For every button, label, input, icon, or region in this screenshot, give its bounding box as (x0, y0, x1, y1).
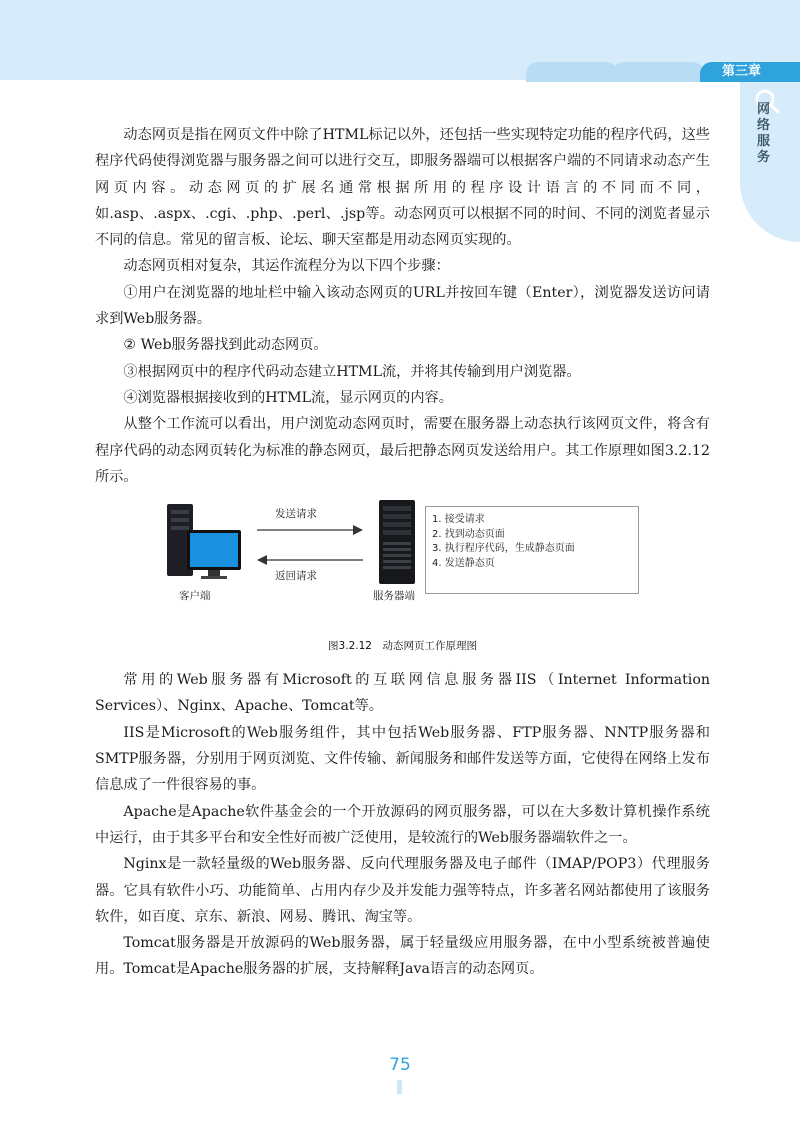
process-steps (432, 513, 575, 571)
paragraph-step-4: ④浏览器根据接收到的HTML流，显示网页的内容。 (123, 389, 453, 406)
page-content (95, 122, 710, 983)
paragraph-dynamic-intro: 动态网页是指在网页文件中除了HTML标记以外，还包括一些实现特定功能的程序代码，这些程序代码使得浏览器与服务器之间可以进行交互，即服务器端可以根据客户端的不同请求动态产生网页内容。动态网页的扩展名通常根据所用的程序设计语言的不同而不同，如.asp、.aspx、.cgi、.php、.perl、.jsp等。动态网页可以根据不同的时间、不同的浏览者显示不同的信息。常见的留言板、论坛、聊天室都是用动态网页实现的。 (95, 127, 710, 249)
server-icon (377, 498, 417, 588)
paragraph-iis: IIS是Microsoft的Web服务组件，其中包括Web服务器、FTP服务器、NNTP服务器和SMTP服务器，分别用于网页浏览、文件传输、新闻服务和邮件发送等方面，它使得在网络上发布信息成了一件很容易的事。 (95, 724, 710, 794)
paragraph-nginx: Nginx是一款轻量级的Web服务器、反向代理服务器及电子邮件（IMAP/POP3）代理服务器。它具有软件小巧、功能简单、占用内存少及并发能力强等特点，许多著名网站都使用了该服务软件，如百度、京东、新浪、网易、腾讯、淘宝等。 (95, 856, 710, 925)
process-step: 1. 接受请求 (432, 514, 485, 526)
client-computer-icon (165, 500, 245, 584)
section-side-tab (740, 82, 800, 242)
paragraph-step-2: ② Web服务器找到此动态网页。 (123, 337, 328, 354)
paragraph-step-1: ①用户在浏览器的地址栏中输入该动态网页的URL并按回车键（Enter），浏览器发送访问请求到Web服务器。 (95, 284, 710, 328)
process-step: 3. 执行程序代码，生成静态页面 (432, 543, 575, 555)
process-step: 4. 发送静态页 (432, 557, 495, 569)
chapter-tab-decor-1 (526, 62, 618, 82)
paragraph-tomcat: Tomcat服务器是开放源码的Web服务器，属于轻量级应用服务器，在中小型系统被普遍使用。Tomcat是Apache服务器的扩展，支持解释Java语言的动态网页。 (95, 935, 710, 978)
return-request-label: 返回请求 (275, 570, 317, 583)
paragraph-apache: Apache是Apache软件基金会的一个开放源码的网页服务器，可以在大多数计算机操作系统中运行，由于其多平台和安全性好而被广泛使用，是较流行的Web服务器端软件之一。 (95, 803, 710, 846)
page-number: 75 (389, 1055, 411, 1075)
paragraph-web-servers: 常用的Web服务器有Microsoft的互联网信息服务器IIS（Internet Information Services）、Nginx、Apache、Tomcat等。 (95, 672, 710, 715)
response-arrow-icon (255, 554, 365, 566)
chapter-tab: 第三章 (700, 62, 800, 82)
chapter-tab-strip (0, 62, 800, 82)
chapter-tab-decor-2 (612, 62, 704, 82)
figure-dynamic-web (95, 496, 710, 638)
client-label: 客户端 (179, 590, 211, 603)
paragraph-workflow: 从整个工作流可以看出，用户浏览动态网页时，需要在服务器上动态执行该网页文件，将含有程序代码的动态网页转化为标准的静态网页，最后把静态网页发送给用户。其工作原理如图3.2.12所示。 (95, 416, 710, 485)
process-steps-box (425, 506, 639, 594)
paragraph-step-3: ③根据网页中的程序代码动态建立HTML流，并将其传输到用户浏览器。 (123, 363, 581, 380)
paragraph-steps-intro: 动态网页相对复杂，其运作流程分为以下四个步骤： (123, 258, 450, 275)
server-label: 服务器端 (373, 590, 415, 603)
page-number-tick (397, 1080, 402, 1094)
section-label: 网络服务 (757, 102, 771, 165)
send-request-label: 发送请求 (275, 508, 317, 521)
figure-caption: 图3.2.12 动态网页工作原理图 (328, 640, 477, 653)
request-arrow-icon (255, 524, 365, 536)
process-step: 2. 找到动态页面 (432, 528, 505, 540)
